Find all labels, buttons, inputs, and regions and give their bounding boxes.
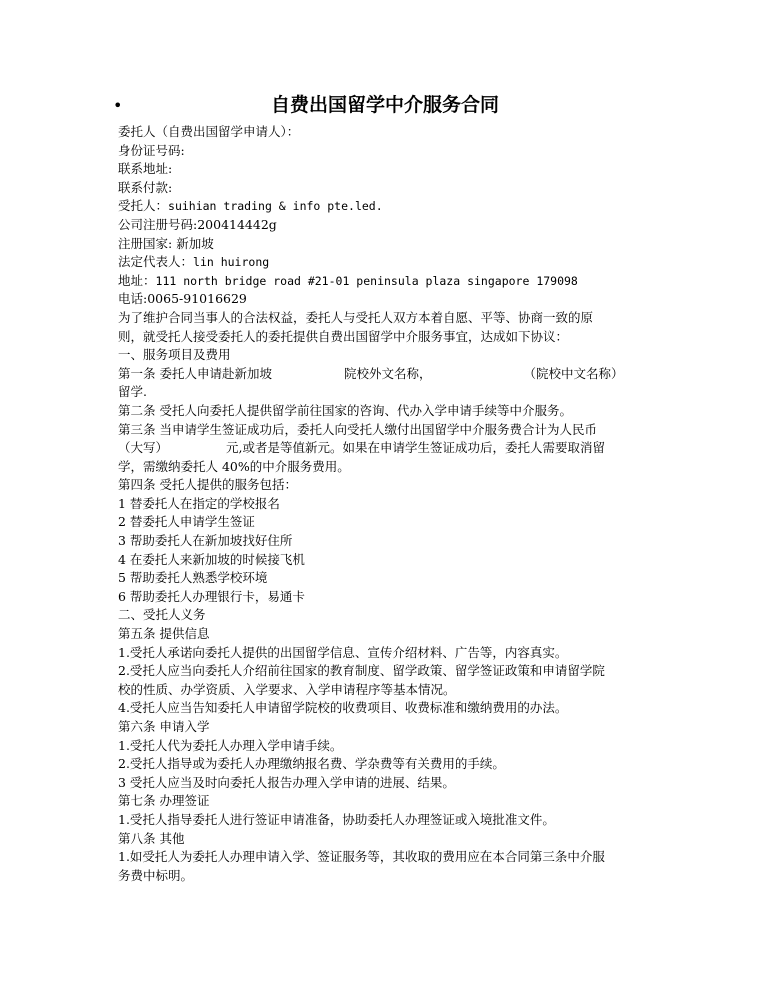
service-item: 3 帮助委托人在新加坡找好住所 <box>118 533 293 549</box>
agent-label: 受托人： <box>118 198 169 214</box>
rep-name: lin huirong <box>193 255 270 270</box>
agent-line <box>118 197 653 216</box>
intro-line-1: 为了维护合同当事人的合法权益，委托人与受托人双方本着自愿、平等、协商一致的原 <box>118 309 594 325</box>
phone: 0065-91016629 <box>147 291 247 307</box>
phone-label: 电话: <box>118 291 148 307</box>
id-label: 身份证号码: <box>118 142 185 158</box>
section-2-heading: 二、受托人义务 <box>118 607 206 623</box>
addr: 111 north bridge road #21-01 peninsula plaza singapore 179098 <box>155 273 578 288</box>
phone-line <box>118 290 653 309</box>
article-1-cont: 留学. <box>118 384 147 400</box>
article-1-b: 院校外文名称， <box>343 365 432 381</box>
article-8: 第八条 其他 <box>118 830 185 846</box>
reg-no-label: 公司注册号码: <box>118 216 198 232</box>
article-5-item-4: 4.受托人应当告知委托人申请留学院校的收费项目、收费标准和缴纳费用的办法。 <box>118 700 568 716</box>
article-5: 第五条 提供信息 <box>118 626 210 642</box>
service-item: 4 在委托人来新加坡的时候接飞机 <box>118 551 305 567</box>
rep-line <box>118 253 653 272</box>
addr-line <box>118 272 653 291</box>
contract-body <box>118 123 653 885</box>
reg-no: 200414442g <box>197 216 277 232</box>
document-title: 自费出国留学中介服务合同 <box>270 94 499 116</box>
article-4: 第四条 受托人提供的服务包括： <box>118 477 297 493</box>
bullet-icon: • <box>113 96 123 115</box>
article-3-line-1: 第三条 当申请学生签证成功后，委托人向受托人缴付出国留学中介服务费合计为人民币 <box>118 421 597 437</box>
article-1-line <box>118 365 653 384</box>
article-7: 第七条 办理签证 <box>118 793 210 809</box>
article-8-item-1b: 务费中标明。 <box>118 867 194 883</box>
service-item: 1 替委托人在指定的学校报名 <box>118 495 280 511</box>
client-label: 委托人（自费出国留学申请人）： <box>118 124 300 139</box>
payment-label: 联系付款: <box>118 179 173 195</box>
article-5-item-1: 1.受托人承诺向委托人提供的出国留学信息、宣传介绍材料、广告等，内容真实。 <box>118 644 568 660</box>
reg-no-line <box>118 216 653 235</box>
article-3-line-2 <box>118 439 653 458</box>
article-2: 第二条 受托人向委托人提供留学前往国家的咨询、代办入学申请手续等中介服务。 <box>118 402 572 418</box>
article-1-c: （院校中文名称） <box>523 365 624 381</box>
country-line <box>118 235 653 254</box>
agent-name: suihian trading & info pte.led. <box>168 199 383 214</box>
address-label: 联系地址: <box>118 161 173 177</box>
article-3-b: 元,或者是等值新元。如果在申请学生签证成功后，委托人需要取消留 <box>226 440 605 456</box>
intro-line-2: 则，就受托人接受委托人的委托提供自费出国留学中介服务事宜，达成如下协议： <box>118 328 569 344</box>
article-5-item-2b: 校的性质、办学资质、入学要求、入学申请程序等基本情况。 <box>118 681 456 697</box>
article-6-item-3: 3 受托人应当及时向委托人报告办理入学申请的进展、结果。 <box>118 774 455 790</box>
country: 新加坡 <box>176 235 214 251</box>
article-1-a: 第一条 委托人申请赴新加坡 <box>118 365 272 381</box>
service-item: 6 帮助委托人办理银行卡，易通卡 <box>118 588 305 604</box>
article-6-item-1: 1.受托人代为委托人办理入学申请手续。 <box>118 737 343 753</box>
title-row <box>0 92 770 120</box>
service-item: 2 替委托人申请学生签证 <box>118 514 255 530</box>
article-3-a: （大写） <box>118 440 169 456</box>
article-3-line-3: 学，需缴纳委托人 40%的中介服务费用。 <box>118 458 350 474</box>
article-7-item-1: 1.受托人指导委托人进行签证申请准备，协助委托人办理签证或入境批准文件。 <box>118 811 555 827</box>
article-8-item-1a: 1.如受托人为委托人办理申请入学、签证服务等，其收取的费用应在本合同第三条中介服 <box>118 849 605 865</box>
addr-label: 地址： <box>118 272 156 288</box>
article-5-item-2a: 2.受托人应当向委托人介绍前往国家的教育制度、留学政策、留学签证政策和申请留学院 <box>118 663 605 679</box>
section-1-heading: 一、服务项目及费用 <box>118 347 231 363</box>
service-item: 5 帮助委托人熟悉学校环境 <box>118 570 268 586</box>
rep-label: 法定代表人： <box>118 254 194 270</box>
article-6: 第六条 申请入学 <box>118 719 210 734</box>
article-6-item-2: 2.受托人指导或为委托人办理缴纳报名费、学杂费等有关费用的手续。 <box>118 756 505 772</box>
country-label: 注册国家: <box>118 235 177 251</box>
